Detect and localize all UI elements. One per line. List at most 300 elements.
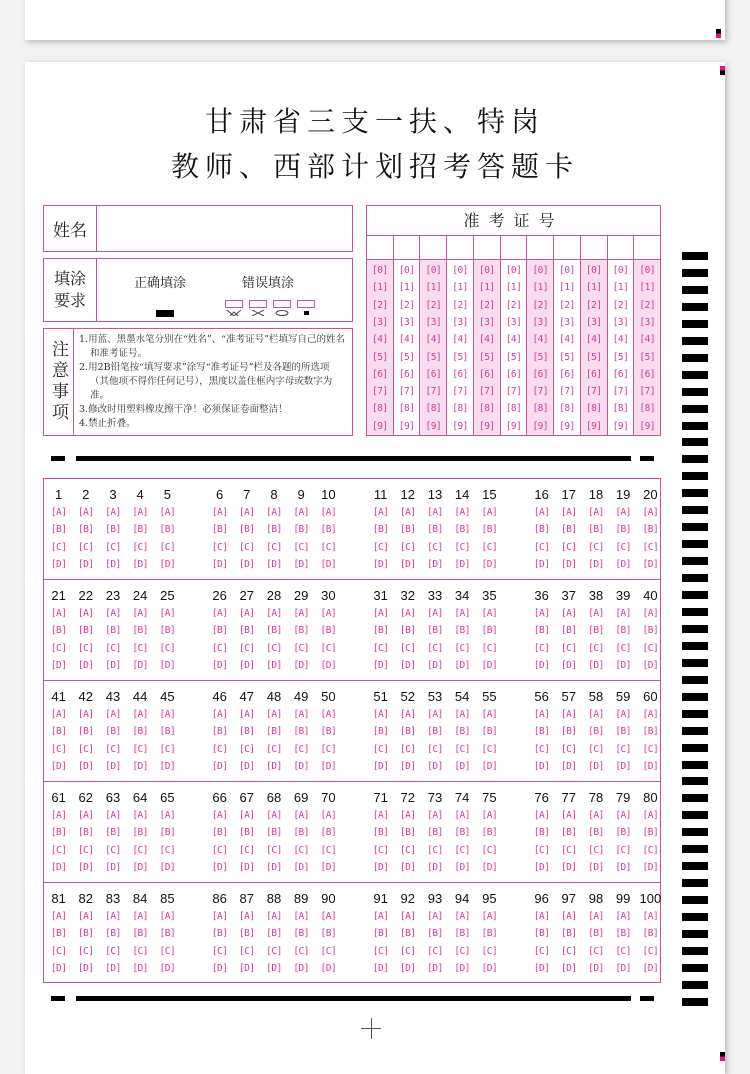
exam-digit-bubble[interactable]: [8] xyxy=(452,403,468,415)
answer-option-bubble[interactable]: [D] xyxy=(159,861,176,873)
answer-option-bubble[interactable]: [A] xyxy=(50,709,67,720)
answer-option-bubble[interactable]: [A] xyxy=(50,810,67,821)
answer-option-bubble[interactable]: [D] xyxy=(50,962,67,974)
answer-option-bubble[interactable]: [B] xyxy=(642,625,659,637)
answer-option-bubble[interactable]: [A] xyxy=(293,709,309,720)
exam-digit-bubble[interactable]: [6] xyxy=(372,368,388,380)
answer-option-bubble[interactable]: [C] xyxy=(320,844,337,856)
answer-option-bubble[interactable]: [B] xyxy=(320,827,337,839)
exam-digit-bubble[interactable]: [1] xyxy=(505,282,522,294)
answer-option-bubble[interactable]: [A] xyxy=(159,911,176,922)
answer-option-bubble[interactable]: [A] xyxy=(642,709,659,720)
exam-digit-bubble[interactable]: [9] xyxy=(612,420,629,432)
answer-option-bubble[interactable]: [C] xyxy=(588,743,604,755)
answer-option-bubble[interactable]: [A] xyxy=(372,507,389,518)
exam-digit-bubble[interactable]: [9] xyxy=(452,420,468,432)
answer-option-bubble[interactable]: [B] xyxy=(372,625,389,637)
answer-option-bubble[interactable]: [D] xyxy=(159,760,176,772)
exam-digit-bubble[interactable]: [5] xyxy=(452,351,468,363)
answer-option-bubble[interactable]: [B] xyxy=(266,524,282,536)
answer-option-bubble[interactable]: [B] xyxy=(77,524,94,536)
exam-digit-bubble[interactable]: [5] xyxy=(585,351,602,363)
answer-option-bubble[interactable]: [B] xyxy=(238,827,255,839)
answer-option-bubble[interactable]: [B] xyxy=(533,827,550,839)
answer-option-bubble[interactable]: [C] xyxy=(454,541,470,553)
exam-digit-bubble[interactable]: [1] xyxy=(639,282,656,294)
exam-digit-bubble[interactable]: [0] xyxy=(452,265,468,277)
answer-option-bubble[interactable]: [D] xyxy=(560,558,577,570)
answer-option-bubble[interactable]: [B] xyxy=(615,524,631,536)
answer-option-bubble[interactable]: [C] xyxy=(105,945,121,957)
answer-option-bubble[interactable]: [C] xyxy=(293,945,309,957)
answer-option-bubble[interactable]: [B] xyxy=(481,625,498,637)
answer-option-bubble[interactable]: [A] xyxy=(533,709,550,720)
answer-option-bubble[interactable]: [B] xyxy=(588,625,604,637)
exam-digit-bubble[interactable]: [6] xyxy=(505,368,522,380)
answer-option-bubble[interactable]: [B] xyxy=(399,625,416,637)
answer-option-bubble[interactable]: [C] xyxy=(50,743,67,755)
answer-option-bubble[interactable]: [A] xyxy=(481,709,498,720)
answer-option-bubble[interactable]: [C] xyxy=(132,844,148,856)
exam-digit-bubble[interactable]: [3] xyxy=(425,316,442,328)
exam-digit-bubble[interactable]: [9] xyxy=(372,420,388,432)
answer-option-bubble[interactable]: [D] xyxy=(533,962,550,974)
answer-option-bubble[interactable]: [C] xyxy=(588,844,604,856)
answer-option-bubble[interactable]: [D] xyxy=(320,558,337,570)
answer-option-bubble[interactable]: [D] xyxy=(50,558,67,570)
answer-option-bubble[interactable]: [C] xyxy=(50,541,67,553)
answer-option-bubble[interactable]: [D] xyxy=(588,962,604,974)
answer-option-bubble[interactable]: [A] xyxy=(293,911,309,922)
answer-option-bubble[interactable]: [C] xyxy=(642,945,659,957)
answer-option-bubble[interactable]: [D] xyxy=(399,558,416,570)
exam-digit-bubble[interactable]: [4] xyxy=(585,334,602,346)
answer-option-bubble[interactable]: [C] xyxy=(238,743,255,755)
answer-option-bubble[interactable]: [A] xyxy=(132,608,148,619)
answer-option-bubble[interactable]: [C] xyxy=(454,642,470,654)
answer-option-bubble[interactable]: [C] xyxy=(560,945,577,957)
answer-option-bubble[interactable]: [C] xyxy=(533,844,550,856)
answer-option-bubble[interactable]: [B] xyxy=(105,827,121,839)
answer-option-bubble[interactable]: [D] xyxy=(372,760,389,772)
answer-option-bubble[interactable]: [C] xyxy=(159,844,176,856)
answer-option-bubble[interactable]: [A] xyxy=(320,709,337,720)
answer-option-bubble[interactable]: [D] xyxy=(372,861,389,873)
exam-digit-bubble[interactable]: [6] xyxy=(559,368,575,380)
answer-option-bubble[interactable]: [B] xyxy=(211,524,228,536)
answer-option-bubble[interactable]: [B] xyxy=(454,726,470,738)
exam-digit-bubble[interactable]: [9] xyxy=(478,420,495,432)
answer-option-bubble[interactable]: [D] xyxy=(320,962,337,974)
answer-option-bubble[interactable]: [C] xyxy=(372,541,389,553)
answer-option-bubble[interactable]: [C] xyxy=(481,541,498,553)
answer-option-bubble[interactable]: [C] xyxy=(454,945,470,957)
exam-digit-bubble[interactable]: [1] xyxy=(585,282,602,294)
answer-option-bubble[interactable]: [C] xyxy=(266,541,282,553)
answer-option-bubble[interactable]: [C] xyxy=(77,743,94,755)
answer-option-bubble[interactable]: [C] xyxy=(454,743,470,755)
answer-option-bubble[interactable]: [D] xyxy=(372,659,389,671)
exam-number-write-cell[interactable] xyxy=(581,236,607,260)
answer-option-bubble[interactable]: [A] xyxy=(238,911,255,922)
answer-option-bubble[interactable]: [A] xyxy=(50,507,67,518)
answer-option-bubble[interactable]: [D] xyxy=(266,861,282,873)
answer-option-bubble[interactable]: [A] xyxy=(266,911,282,922)
answer-option-bubble[interactable]: [C] xyxy=(320,743,337,755)
answer-option-bubble[interactable]: [A] xyxy=(238,507,255,518)
answer-option-bubble[interactable]: [B] xyxy=(238,524,255,536)
answer-option-bubble[interactable]: [B] xyxy=(427,524,443,536)
exam-digit-bubble[interactable]: [6] xyxy=(612,368,629,380)
answer-option-bubble[interactable]: [A] xyxy=(372,608,389,619)
answer-option-bubble[interactable]: [A] xyxy=(454,507,470,518)
exam-digit-bubble[interactable]: [7] xyxy=(478,386,495,398)
answer-option-bubble[interactable]: [C] xyxy=(615,541,631,553)
answer-option-bubble[interactable]: [D] xyxy=(238,558,255,570)
answer-option-bubble[interactable]: [D] xyxy=(159,558,176,570)
answer-option-bubble[interactable]: [D] xyxy=(159,659,176,671)
exam-digit-bubble[interactable]: [8] xyxy=(372,403,388,415)
answer-option-bubble[interactable]: [C] xyxy=(132,743,148,755)
answer-option-bubble[interactable]: [B] xyxy=(159,625,176,637)
answer-option-bubble[interactable]: [A] xyxy=(320,608,337,619)
exam-number-write-cell[interactable] xyxy=(527,236,553,260)
answer-option-bubble[interactable]: [A] xyxy=(533,810,550,821)
exam-digit-bubble[interactable]: [3] xyxy=(452,316,468,328)
answer-option-bubble[interactable]: [D] xyxy=(427,558,443,570)
answer-option-bubble[interactable]: [A] xyxy=(105,608,121,619)
answer-option-bubble[interactable]: [D] xyxy=(399,760,416,772)
answer-option-bubble[interactable]: [C] xyxy=(211,743,228,755)
answer-option-bubble[interactable]: [B] xyxy=(266,827,282,839)
answer-option-bubble[interactable]: [D] xyxy=(533,558,550,570)
exam-digit-bubble[interactable]: [5] xyxy=(478,351,495,363)
answer-option-bubble[interactable]: [C] xyxy=(50,642,67,654)
answer-option-bubble[interactable]: [B] xyxy=(50,827,67,839)
answer-option-bubble[interactable]: [C] xyxy=(266,642,282,654)
answer-option-bubble[interactable]: [B] xyxy=(454,827,470,839)
answer-option-bubble[interactable]: [B] xyxy=(238,726,255,738)
exam-digit-bubble[interactable]: [0] xyxy=(612,265,629,277)
answer-option-bubble[interactable]: [A] xyxy=(238,810,255,821)
exam-digit-bubble[interactable]: [6] xyxy=(532,368,549,380)
exam-digit-bubble[interactable]: [9] xyxy=(532,420,549,432)
answer-option-bubble[interactable]: [C] xyxy=(560,743,577,755)
answer-option-bubble[interactable]: [A] xyxy=(481,608,498,619)
answer-option-bubble[interactable]: [A] xyxy=(399,911,416,922)
answer-option-bubble[interactable]: [C] xyxy=(642,642,659,654)
answer-option-bubble[interactable]: [B] xyxy=(293,625,309,637)
answer-option-bubble[interactable]: [D] xyxy=(454,659,470,671)
answer-option-bubble[interactable]: [C] xyxy=(320,541,337,553)
answer-option-bubble[interactable]: [B] xyxy=(77,827,94,839)
answer-option-bubble[interactable]: [D] xyxy=(372,558,389,570)
answer-option-bubble[interactable]: [B] xyxy=(238,625,255,637)
answer-option-bubble[interactable]: [A] xyxy=(105,810,121,821)
answer-option-bubble[interactable]: [D] xyxy=(615,962,631,974)
answer-option-bubble[interactable]: [A] xyxy=(399,608,416,619)
exam-digit-bubble[interactable]: [1] xyxy=(425,282,442,294)
answer-option-bubble[interactable]: [D] xyxy=(560,760,577,772)
answer-option-bubble[interactable]: [C] xyxy=(238,541,255,553)
answer-option-bubble[interactable]: [A] xyxy=(50,608,67,619)
answer-option-bubble[interactable]: [B] xyxy=(159,524,176,536)
answer-option-bubble[interactable]: [A] xyxy=(399,507,416,518)
answer-option-bubble[interactable]: [A] xyxy=(481,911,498,922)
answer-option-bubble[interactable]: [B] xyxy=(642,827,659,839)
answer-option-bubble[interactable]: [C] xyxy=(399,844,416,856)
answer-option-bubble[interactable]: [C] xyxy=(615,743,631,755)
answer-option-bubble[interactable]: [D] xyxy=(320,659,337,671)
exam-number-write-cell[interactable] xyxy=(394,236,420,260)
answer-option-bubble[interactable]: [D] xyxy=(399,861,416,873)
answer-option-bubble[interactable]: [B] xyxy=(481,928,498,940)
exam-digit-bubble[interactable]: [2] xyxy=(452,299,468,311)
answer-option-bubble[interactable]: [C] xyxy=(399,945,416,957)
name-input-area[interactable] xyxy=(97,206,352,251)
exam-digit-bubble[interactable]: [6] xyxy=(425,368,442,380)
answer-option-bubble[interactable]: [A] xyxy=(454,709,470,720)
exam-digit-bubble[interactable]: [1] xyxy=(398,282,415,294)
answer-option-bubble[interactable]: [D] xyxy=(533,659,550,671)
answer-option-bubble[interactable]: [A] xyxy=(266,709,282,720)
answer-option-bubble[interactable]: [B] xyxy=(372,726,389,738)
answer-option-bubble[interactable]: [D] xyxy=(50,861,67,873)
answer-option-bubble[interactable]: [C] xyxy=(533,642,550,654)
exam-digit-bubble[interactable]: [4] xyxy=(398,334,415,346)
answer-option-bubble[interactable]: [D] xyxy=(132,861,148,873)
answer-option-bubble[interactable]: [A] xyxy=(533,608,550,619)
exam-digit-bubble[interactable]: [7] xyxy=(372,386,388,398)
exam-digit-bubble[interactable]: [2] xyxy=(425,299,442,311)
answer-option-bubble[interactable]: [C] xyxy=(320,945,337,957)
answer-option-bubble[interactable]: [A] xyxy=(238,608,255,619)
answer-option-bubble[interactable]: [C] xyxy=(132,945,148,957)
exam-digit-bubble[interactable]: [1] xyxy=(452,282,468,294)
answer-option-bubble[interactable]: [A] xyxy=(77,608,94,619)
answer-option-bubble[interactable]: [B] xyxy=(320,625,337,637)
answer-option-bubble[interactable]: [D] xyxy=(238,861,255,873)
answer-option-bubble[interactable]: [D] xyxy=(266,558,282,570)
answer-option-bubble[interactable]: [C] xyxy=(211,541,228,553)
answer-option-bubble[interactable]: [B] xyxy=(533,726,550,738)
answer-option-bubble[interactable]: [B] xyxy=(320,928,337,940)
answer-option-bubble[interactable]: [C] xyxy=(588,642,604,654)
answer-option-bubble[interactable]: [C] xyxy=(588,541,604,553)
answer-option-bubble[interactable]: [C] xyxy=(560,541,577,553)
answer-option-bubble[interactable]: [A] xyxy=(533,507,550,518)
answer-option-bubble[interactable]: [C] xyxy=(238,642,255,654)
exam-digit-bubble[interactable]: [6] xyxy=(452,368,468,380)
exam-number-write-cell[interactable] xyxy=(367,236,393,260)
answer-option-bubble[interactable]: [B] xyxy=(132,524,148,536)
answer-option-bubble[interactable]: [B] xyxy=(481,524,498,536)
answer-option-bubble[interactable]: [A] xyxy=(372,709,389,720)
answer-option-bubble[interactable]: [D] xyxy=(293,659,309,671)
answer-option-bubble[interactable]: [D] xyxy=(560,659,577,671)
answer-option-bubble[interactable]: [B] xyxy=(50,625,67,637)
answer-option-bubble[interactable]: [D] xyxy=(399,962,416,974)
exam-digit-bubble[interactable]: [9] xyxy=(585,420,602,432)
answer-option-bubble[interactable]: [A] xyxy=(427,810,443,821)
exam-digit-bubble[interactable]: [5] xyxy=(372,351,388,363)
answer-option-bubble[interactable]: [C] xyxy=(238,844,255,856)
answer-option-bubble[interactable]: [A] xyxy=(105,709,121,720)
answer-option-bubble[interactable]: [C] xyxy=(642,743,659,755)
answer-option-bubble[interactable]: [D] xyxy=(454,760,470,772)
exam-digit-bubble[interactable]: [5] xyxy=(559,351,575,363)
answer-option-bubble[interactable]: [A] xyxy=(427,608,443,619)
answer-option-bubble[interactable]: [D] xyxy=(293,962,309,974)
answer-option-bubble[interactable]: [A] xyxy=(132,709,148,720)
answer-option-bubble[interactable]: [C] xyxy=(615,844,631,856)
answer-option-bubble[interactable]: [B] xyxy=(399,726,416,738)
exam-digit-bubble[interactable]: [6] xyxy=(639,368,656,380)
answer-option-bubble[interactable]: [A] xyxy=(588,709,604,720)
answer-option-bubble[interactable]: [C] xyxy=(266,743,282,755)
answer-option-bubble[interactable]: [B] xyxy=(266,625,282,637)
exam-digit-bubble[interactable]: [0] xyxy=(372,265,388,277)
answer-option-bubble[interactable]: [A] xyxy=(320,810,337,821)
exam-digit-bubble[interactable]: [2] xyxy=(398,299,415,311)
exam-digit-bubble[interactable]: [8] xyxy=(585,403,602,415)
answer-option-bubble[interactable]: [D] xyxy=(642,861,659,873)
answer-option-bubble[interactable]: [C] xyxy=(372,844,389,856)
answer-option-bubble[interactable]: [D] xyxy=(642,558,659,570)
answer-option-bubble[interactable]: [D] xyxy=(588,861,604,873)
answer-option-bubble[interactable]: [B] xyxy=(642,524,659,536)
exam-digit-bubble[interactable]: [5] xyxy=(425,351,442,363)
answer-option-bubble[interactable]: [D] xyxy=(132,962,148,974)
answer-option-bubble[interactable]: [A] xyxy=(642,507,659,518)
answer-option-bubble[interactable]: [B] xyxy=(399,827,416,839)
exam-digit-bubble[interactable]: [5] xyxy=(505,351,522,363)
answer-option-bubble[interactable]: [B] xyxy=(615,928,631,940)
answer-option-bubble[interactable]: [D] xyxy=(77,558,94,570)
answer-option-bubble[interactable]: [D] xyxy=(293,760,309,772)
exam-digit-bubble[interactable]: [3] xyxy=(585,316,602,328)
exam-digit-bubble[interactable]: [1] xyxy=(372,282,388,294)
answer-option-bubble[interactable]: [C] xyxy=(481,945,498,957)
answer-option-bubble[interactable]: [B] xyxy=(105,928,121,940)
answer-option-bubble[interactable]: [A] xyxy=(427,507,443,518)
answer-option-bubble[interactable]: [D] xyxy=(427,861,443,873)
answer-option-bubble[interactable]: [D] xyxy=(77,861,94,873)
answer-option-bubble[interactable]: [D] xyxy=(77,659,94,671)
answer-option-bubble[interactable]: [B] xyxy=(266,928,282,940)
exam-digit-bubble[interactable]: [7] xyxy=(505,386,522,398)
answer-option-bubble[interactable]: [B] xyxy=(132,827,148,839)
exam-digit-bubble[interactable]: [4] xyxy=(505,334,522,346)
answer-option-bubble[interactable]: [A] xyxy=(642,911,659,922)
exam-digit-bubble[interactable]: [8] xyxy=(639,403,656,415)
answer-option-bubble[interactable]: [C] xyxy=(293,844,309,856)
exam-digit-bubble[interactable]: [7] xyxy=(559,386,575,398)
answer-option-bubble[interactable]: [C] xyxy=(211,945,228,957)
answer-option-bubble[interactable]: [B] xyxy=(293,928,309,940)
answer-option-bubble[interactable]: [A] xyxy=(266,608,282,619)
answer-option-bubble[interactable]: [B] xyxy=(642,726,659,738)
answer-option-bubble[interactable]: [D] xyxy=(132,760,148,772)
answer-option-bubble[interactable]: [C] xyxy=(77,945,94,957)
exam-digit-bubble[interactable]: [7] xyxy=(452,386,468,398)
answer-option-bubble[interactable]: [D] xyxy=(211,558,228,570)
exam-digit-bubble[interactable]: [5] xyxy=(612,351,629,363)
exam-digit-bubble[interactable]: [2] xyxy=(478,299,495,311)
exam-digit-bubble[interactable]: [5] xyxy=(398,351,415,363)
answer-option-bubble[interactable]: [A] xyxy=(159,507,176,518)
answer-option-bubble[interactable]: [D] xyxy=(293,558,309,570)
exam-digit-bubble[interactable]: [4] xyxy=(425,334,442,346)
answer-option-bubble[interactable]: [B] xyxy=(77,625,94,637)
exam-number-write-cell[interactable] xyxy=(501,236,527,260)
answer-option-bubble[interactable]: [B] xyxy=(50,928,67,940)
answer-option-bubble[interactable]: [B] xyxy=(159,928,176,940)
answer-option-bubble[interactable]: [A] xyxy=(132,507,148,518)
answer-option-bubble[interactable]: [B] xyxy=(293,524,309,536)
answer-option-bubble[interactable]: [A] xyxy=(238,709,255,720)
answer-option-bubble[interactable]: [D] xyxy=(50,659,67,671)
answer-option-bubble[interactable]: [D] xyxy=(211,760,228,772)
answer-option-bubble[interactable]: [A] xyxy=(399,709,416,720)
answer-option-bubble[interactable]: [C] xyxy=(533,743,550,755)
answer-option-bubble[interactable]: [D] xyxy=(50,760,67,772)
answer-option-bubble[interactable]: [B] xyxy=(320,726,337,738)
exam-digit-bubble[interactable]: [8] xyxy=(478,403,495,415)
answer-option-bubble[interactable]: [A] xyxy=(615,507,631,518)
answer-option-bubble[interactable]: [C] xyxy=(481,642,498,654)
answer-option-bubble[interactable]: [D] xyxy=(481,760,498,772)
exam-digit-bubble[interactable]: [2] xyxy=(612,299,629,311)
exam-digit-bubble[interactable]: [3] xyxy=(372,316,388,328)
answer-option-bubble[interactable]: [A] xyxy=(560,709,577,720)
answer-option-bubble[interactable]: [B] xyxy=(211,625,228,637)
answer-option-bubble[interactable]: [A] xyxy=(211,810,228,821)
answer-option-bubble[interactable]: [B] xyxy=(399,928,416,940)
exam-digit-bubble[interactable]: [9] xyxy=(398,420,415,432)
answer-option-bubble[interactable]: [C] xyxy=(372,945,389,957)
exam-digit-bubble[interactable]: [3] xyxy=(478,316,495,328)
answer-option-bubble[interactable]: [A] xyxy=(105,507,121,518)
answer-option-bubble[interactable]: [A] xyxy=(211,608,228,619)
answer-option-bubble[interactable]: [C] xyxy=(372,642,389,654)
answer-option-bubble[interactable]: [C] xyxy=(77,541,94,553)
exam-digit-bubble[interactable]: [0] xyxy=(585,265,602,277)
answer-option-bubble[interactable]: [C] xyxy=(560,844,577,856)
answer-option-bubble[interactable]: [B] xyxy=(615,827,631,839)
answer-option-bubble[interactable]: [C] xyxy=(50,945,67,957)
answer-option-bubble[interactable]: [A] xyxy=(399,810,416,821)
answer-option-bubble[interactable]: [A] xyxy=(615,608,631,619)
answer-option-bubble[interactable]: [B] xyxy=(454,928,470,940)
answer-option-bubble[interactable]: [B] xyxy=(481,827,498,839)
answer-option-bubble[interactable]: [C] xyxy=(105,541,121,553)
answer-option-bubble[interactable]: [C] xyxy=(454,844,470,856)
answer-option-bubble[interactable]: [A] xyxy=(642,608,659,619)
exam-digit-bubble[interactable]: [9] xyxy=(639,420,656,432)
answer-option-bubble[interactable]: [C] xyxy=(238,945,255,957)
exam-digit-bubble[interactable]: [7] xyxy=(398,386,415,398)
answer-option-bubble[interactable]: [A] xyxy=(77,709,94,720)
exam-digit-bubble[interactable]: [8] xyxy=(425,403,442,415)
answer-option-bubble[interactable]: [D] xyxy=(481,962,498,974)
answer-option-bubble[interactable]: [C] xyxy=(427,541,443,553)
exam-digit-bubble[interactable]: [4] xyxy=(532,334,549,346)
exam-digit-bubble[interactable]: [7] xyxy=(532,386,549,398)
answer-option-bubble[interactable]: [A] xyxy=(77,507,94,518)
answer-option-bubble[interactable]: [D] xyxy=(481,659,498,671)
answer-option-bubble[interactable]: [B] xyxy=(372,928,389,940)
